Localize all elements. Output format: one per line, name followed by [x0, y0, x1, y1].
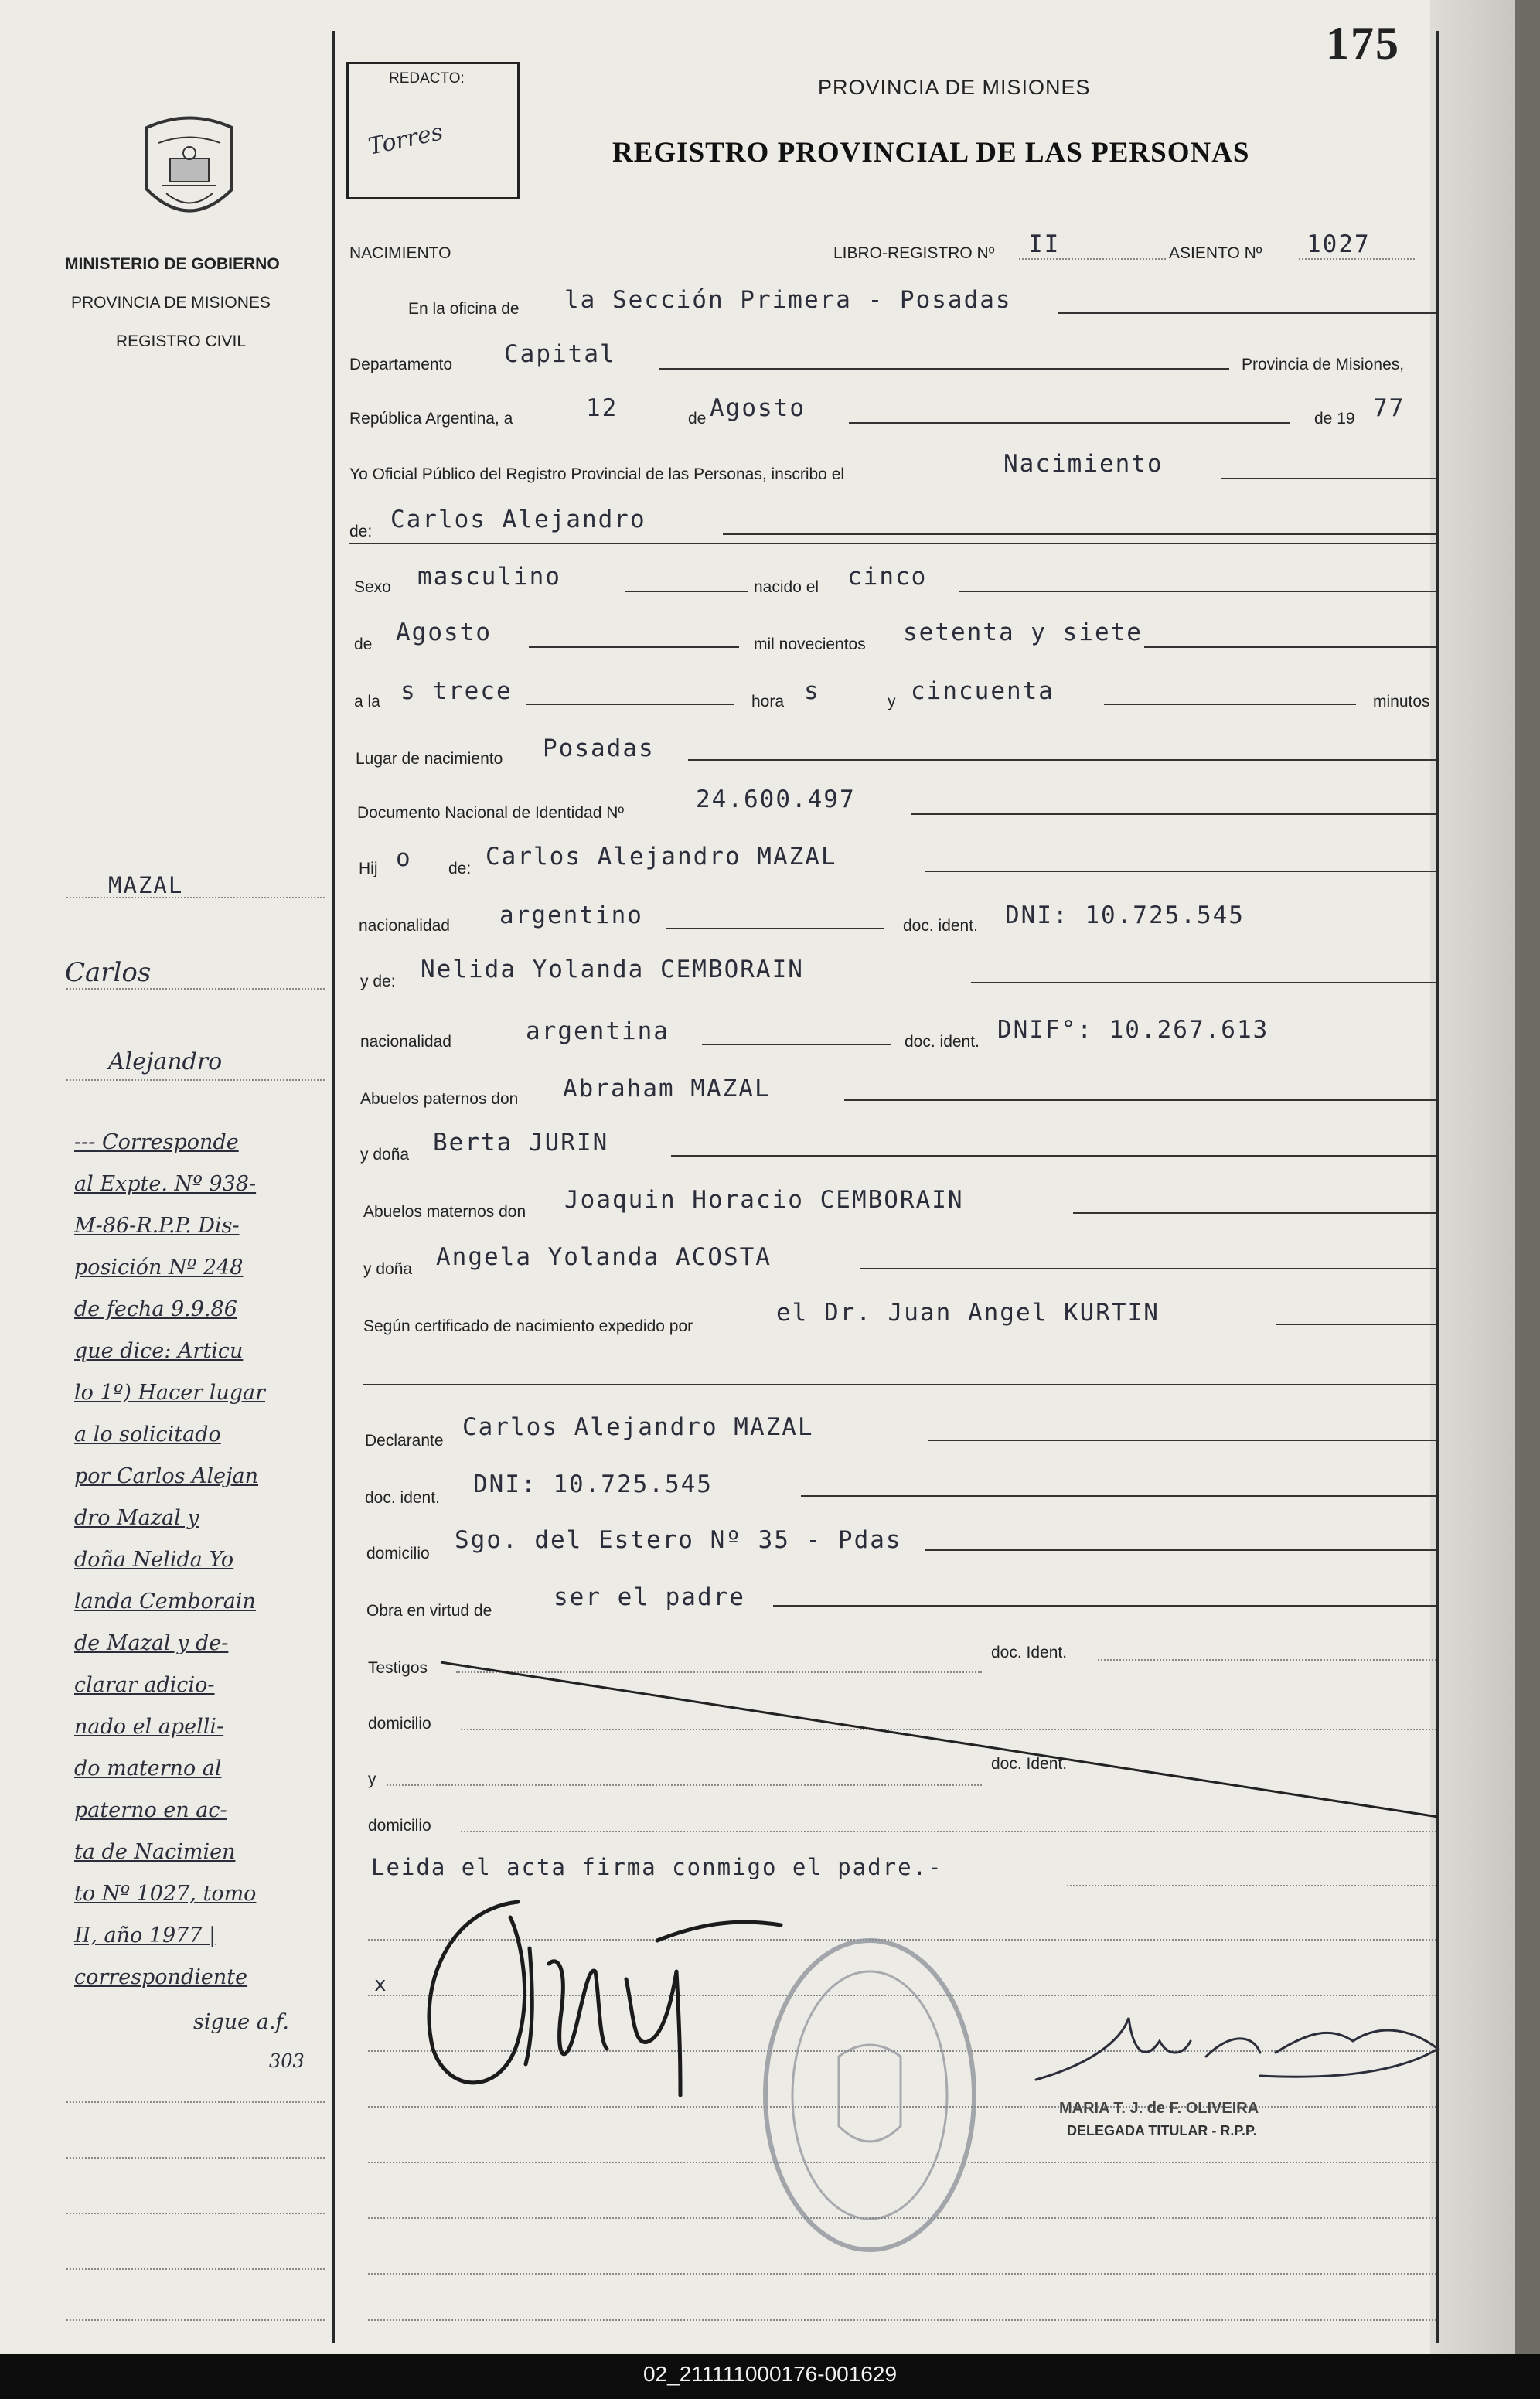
margin-annotation-line: --- Corresponde [74, 1130, 239, 1154]
footer-caption: 02_211111000176-001629 [642, 2362, 898, 2386]
margin-annotation-line: II, año 1977 | [74, 1924, 216, 1947]
fill-line [1276, 1324, 1436, 1325]
de2-label: de: [349, 523, 373, 540]
margin-annotation-line: ta de Nacimien [74, 1840, 236, 1864]
hijo-suffix: o [396, 844, 412, 872]
fill-line [860, 1268, 1436, 1269]
fill-line [1019, 258, 1166, 260]
signature-x-mark: x [374, 1973, 388, 1996]
right-border [1436, 31, 1439, 2343]
margin-annotation-line: do materno al [74, 1757, 222, 1781]
margin-first-name: Carlos [65, 957, 152, 988]
dni-label: Documento Nacional de Identidad Nº [357, 804, 625, 822]
abuela-mat-value: Angela Yolanda ACOSTA [436, 1243, 772, 1271]
official-seal-icon [754, 1925, 986, 2265]
sexo-label: Sexo [354, 578, 391, 596]
margin-annotation-line: por Carlos Alejan [74, 1464, 258, 1488]
obra-value: ser el padre [554, 1583, 745, 1611]
redacto-label: REDACTO: [389, 70, 465, 87]
fill-line [911, 813, 1436, 815]
hour-value: s trece [400, 677, 513, 705]
testigo2-domicilio-label: domicilio [368, 1817, 431, 1835]
margin-annotation-line: to Nº 1027, tomo [74, 1882, 257, 1906]
yde-label: y de: [360, 973, 396, 990]
birth-month-value: Agosto [396, 618, 492, 646]
page-edge-shadow [1430, 0, 1515, 2354]
margin-annotation-line: a lo solicitado [74, 1423, 221, 1447]
fill-line [801, 1495, 1436, 1497]
mother-value: Nelida Yolanda CEMBORAIN [421, 956, 804, 983]
officer-name: MARIA T. J. de F. OLIVEIRA [1059, 2100, 1259, 2117]
fill-line [526, 704, 734, 705]
margin-annotation-line: landa Cemborain [74, 1590, 256, 1614]
fill-line [1073, 1212, 1436, 1214]
minutos-label: minutos [1373, 693, 1430, 710]
fill-line [1104, 704, 1356, 705]
nacido-label: nacido el [754, 578, 819, 596]
ruled-line [368, 2273, 1436, 2275]
mother-doc-label: doc. ident. [905, 1033, 980, 1051]
provincia-suffix: Provincia de Misiones, [1242, 356, 1405, 373]
fill-line [461, 1831, 1436, 1832]
de-label: de [688, 410, 707, 428]
fill-line [773, 1605, 1436, 1607]
fill-line [659, 368, 1229, 370]
margin-second-name: Alejandro [108, 1048, 223, 1075]
certificado-label: Según certificado de nacimiento expedido por [363, 1317, 693, 1335]
margin-annotation-line: M-86-R.P.P. Dis- [74, 1214, 240, 1238]
ruled-line [368, 2319, 1436, 2321]
fill-line [1144, 646, 1436, 648]
obra-label: Obra en virtud de [366, 1602, 492, 1620]
testigos-strike-line [433, 1654, 1446, 1825]
officer-title: DELEGADA TITULAR - R.P.P. [1067, 2123, 1257, 2138]
month-value: Agosto [710, 394, 806, 422]
abuela-pat-label: y doña [360, 1146, 410, 1164]
mother-doc-value: DNIF°: 10.267.613 [997, 1016, 1269, 1044]
oficina-value: la Sección Primera - Posadas [564, 286, 1012, 314]
fill-line [529, 646, 739, 648]
fill-line [925, 1549, 1436, 1551]
abuelo-mat-value: Joaquin Horacio CEMBORAIN [564, 1186, 964, 1214]
y-label: y [888, 693, 896, 710]
fill-line [849, 422, 1290, 424]
fill-line [363, 1384, 1436, 1385]
abuela-pat-value: Berta JURIN [433, 1129, 609, 1157]
registry-label: REGISTRO CIVIL [116, 332, 247, 350]
margin-annotation-line: 303 [269, 2050, 305, 2072]
fill-line [688, 759, 1436, 761]
asiento-value: 1027 [1307, 230, 1371, 258]
margin-line [66, 2213, 325, 2214]
margin-annotation-line: doña Nelida Yo [74, 1548, 234, 1572]
fill-line [928, 1440, 1436, 1441]
fill-line [1299, 258, 1415, 260]
margin-annotation-line: nado el apelli- [74, 1715, 224, 1739]
margin-line [66, 1079, 325, 1081]
redacto-value: Torres [366, 118, 446, 161]
column-divider [332, 31, 335, 2343]
mother-nac-value: argentina [526, 1017, 669, 1045]
father-signature-icon [402, 1886, 804, 2118]
oficina-label: En la oficina de [408, 300, 520, 318]
margin-annotation-line: clarar adicio- [74, 1673, 215, 1697]
mil-label: mil novecientos [754, 636, 866, 653]
fill-line [844, 1099, 1436, 1101]
fill-line [625, 591, 748, 592]
abuelos-mat-label: Abuelos maternos don [363, 1203, 526, 1221]
record-type: NACIMIENTO [349, 244, 451, 262]
inscribo-value: Nacimiento [1003, 450, 1164, 478]
inscribo-label: Yo Oficial Público del Registro Provincial de las Personas, inscribo el [349, 465, 845, 483]
fill-line [1058, 312, 1436, 314]
hijo-de-label: de: [448, 860, 472, 877]
margin-annotation-line: de fecha 9.9.86 [74, 1297, 237, 1321]
father-doc-value: DNI: 10.725.545 [1005, 901, 1245, 929]
republica-label: República Argentina, a [349, 410, 513, 428]
fill-line [1221, 478, 1436, 479]
fill-line [971, 982, 1436, 983]
abuela-mat-label: y doña [363, 1260, 413, 1278]
margin-surname: MAZAL [108, 872, 184, 898]
margin-annotation-line: dro Mazal y [74, 1506, 199, 1530]
testigos-label: Testigos [368, 1659, 428, 1677]
testigo2-doc-label: doc. Ident. [991, 1755, 1068, 1773]
year-prefix: de 19 [1314, 410, 1355, 428]
header-province: PROVINCIA DE MISIONES [818, 76, 1091, 99]
libro-value: II [1028, 230, 1061, 258]
father-nac-label: nacionalidad [359, 917, 450, 935]
hijo-label: Hij [359, 860, 378, 877]
margin-annotation-line: paterno en ac- [74, 1798, 227, 1822]
minutes-value: cincuenta [911, 677, 1054, 705]
libro-label: LIBRO-REGISTRO Nº [833, 244, 995, 262]
departamento-value: Capital [504, 340, 616, 368]
certificado-value: el Dr. Juan Angel KURTIN [776, 1299, 1160, 1327]
horas-suffix: s [804, 677, 820, 705]
margin-annotation-line: de Mazal y de- [74, 1631, 229, 1655]
mother-nac-label: nacionalidad [360, 1033, 451, 1051]
margin-line [66, 2319, 325, 2321]
fill-line [671, 1155, 1436, 1157]
decl-doc-value: DNI: 10.725.545 [473, 1470, 713, 1498]
name-value: Carlos Alejandro [390, 506, 646, 533]
dni-value: 24.600.497 [696, 785, 856, 813]
lugar-value: Posadas [543, 734, 655, 762]
fill-line [723, 533, 1436, 535]
margin-annotation-line: correspondiente [74, 1965, 248, 1989]
redacto-box [346, 62, 520, 199]
domicilio-label: domicilio [366, 1545, 430, 1562]
closing-value: Leida el acta firma conmigo el padre.- [371, 1854, 943, 1880]
fill-line [1067, 1885, 1436, 1886]
officer-signature-icon [1028, 2010, 1446, 2103]
departamento-label: Departamento [349, 356, 453, 373]
father-doc-label: doc. ident. [903, 917, 978, 935]
fill-line [702, 1044, 891, 1045]
de3-label: de [354, 636, 373, 653]
province-label: PROVINCIA DE MISIONES [71, 294, 271, 312]
abuelo-pat-value: Abraham MAZAL [563, 1075, 771, 1102]
testigo1-domicilio-label: domicilio [368, 1715, 431, 1733]
lugar-label: Lugar de nacimiento [356, 750, 503, 768]
margin-line [66, 2101, 325, 2103]
fill-line [666, 928, 884, 929]
asiento-label: ASIENTO Nº [1169, 244, 1262, 262]
ala-label: a la [354, 693, 380, 710]
father-value: Carlos Alejandro MAZAL [486, 843, 837, 871]
ministry-label: MINISTERIO DE GOBIERNO [65, 255, 280, 273]
horas-label: hora [751, 693, 785, 710]
testigo2-y-label: y [368, 1770, 376, 1788]
decl-doc-label: doc. ident. [365, 1489, 440, 1507]
domicilio-value: Sgo. del Estero Nº 35 - Pdas [455, 1526, 902, 1554]
nacido-value: cinco [847, 563, 928, 591]
registry-title: REGISTRO PROVINCIAL DE LAS PERSONAS [612, 137, 1250, 169]
day-value: 12 [586, 394, 618, 422]
margin-annotation-line: al Expte. Nº 938- [74, 1172, 257, 1196]
page-number: 175 [1326, 18, 1400, 69]
mil-value: setenta y siete [903, 618, 1143, 646]
fill-line [925, 871, 1436, 872]
margin-line [66, 2268, 325, 2270]
abuelos-pat-label: Abuelos paternos don [360, 1090, 519, 1108]
fill-line [959, 591, 1436, 592]
declarante-value: Carlos Alejandro MAZAL [462, 1413, 814, 1441]
margin-line [66, 2157, 325, 2159]
sexo-value: masculino [417, 563, 561, 591]
margin-annotation-line: que dice: Articu [74, 1339, 244, 1363]
margin-line [66, 988, 325, 990]
margin-line [66, 897, 325, 898]
margin-annotation-line: posición Nº 248 [74, 1256, 244, 1280]
testigo1-doc-label: doc. Ident. [991, 1644, 1068, 1661]
year-value: 77 [1373, 394, 1405, 422]
father-nac-value: argentino [499, 901, 643, 929]
province-seal-icon [131, 108, 247, 236]
margin-annotation-line: sigue a.f. [193, 2010, 290, 2034]
margin-annotation-line: lo 1º) Hacer lugar [74, 1381, 266, 1405]
fill-line [349, 543, 1436, 544]
declarante-label: Declarante [365, 1432, 444, 1450]
